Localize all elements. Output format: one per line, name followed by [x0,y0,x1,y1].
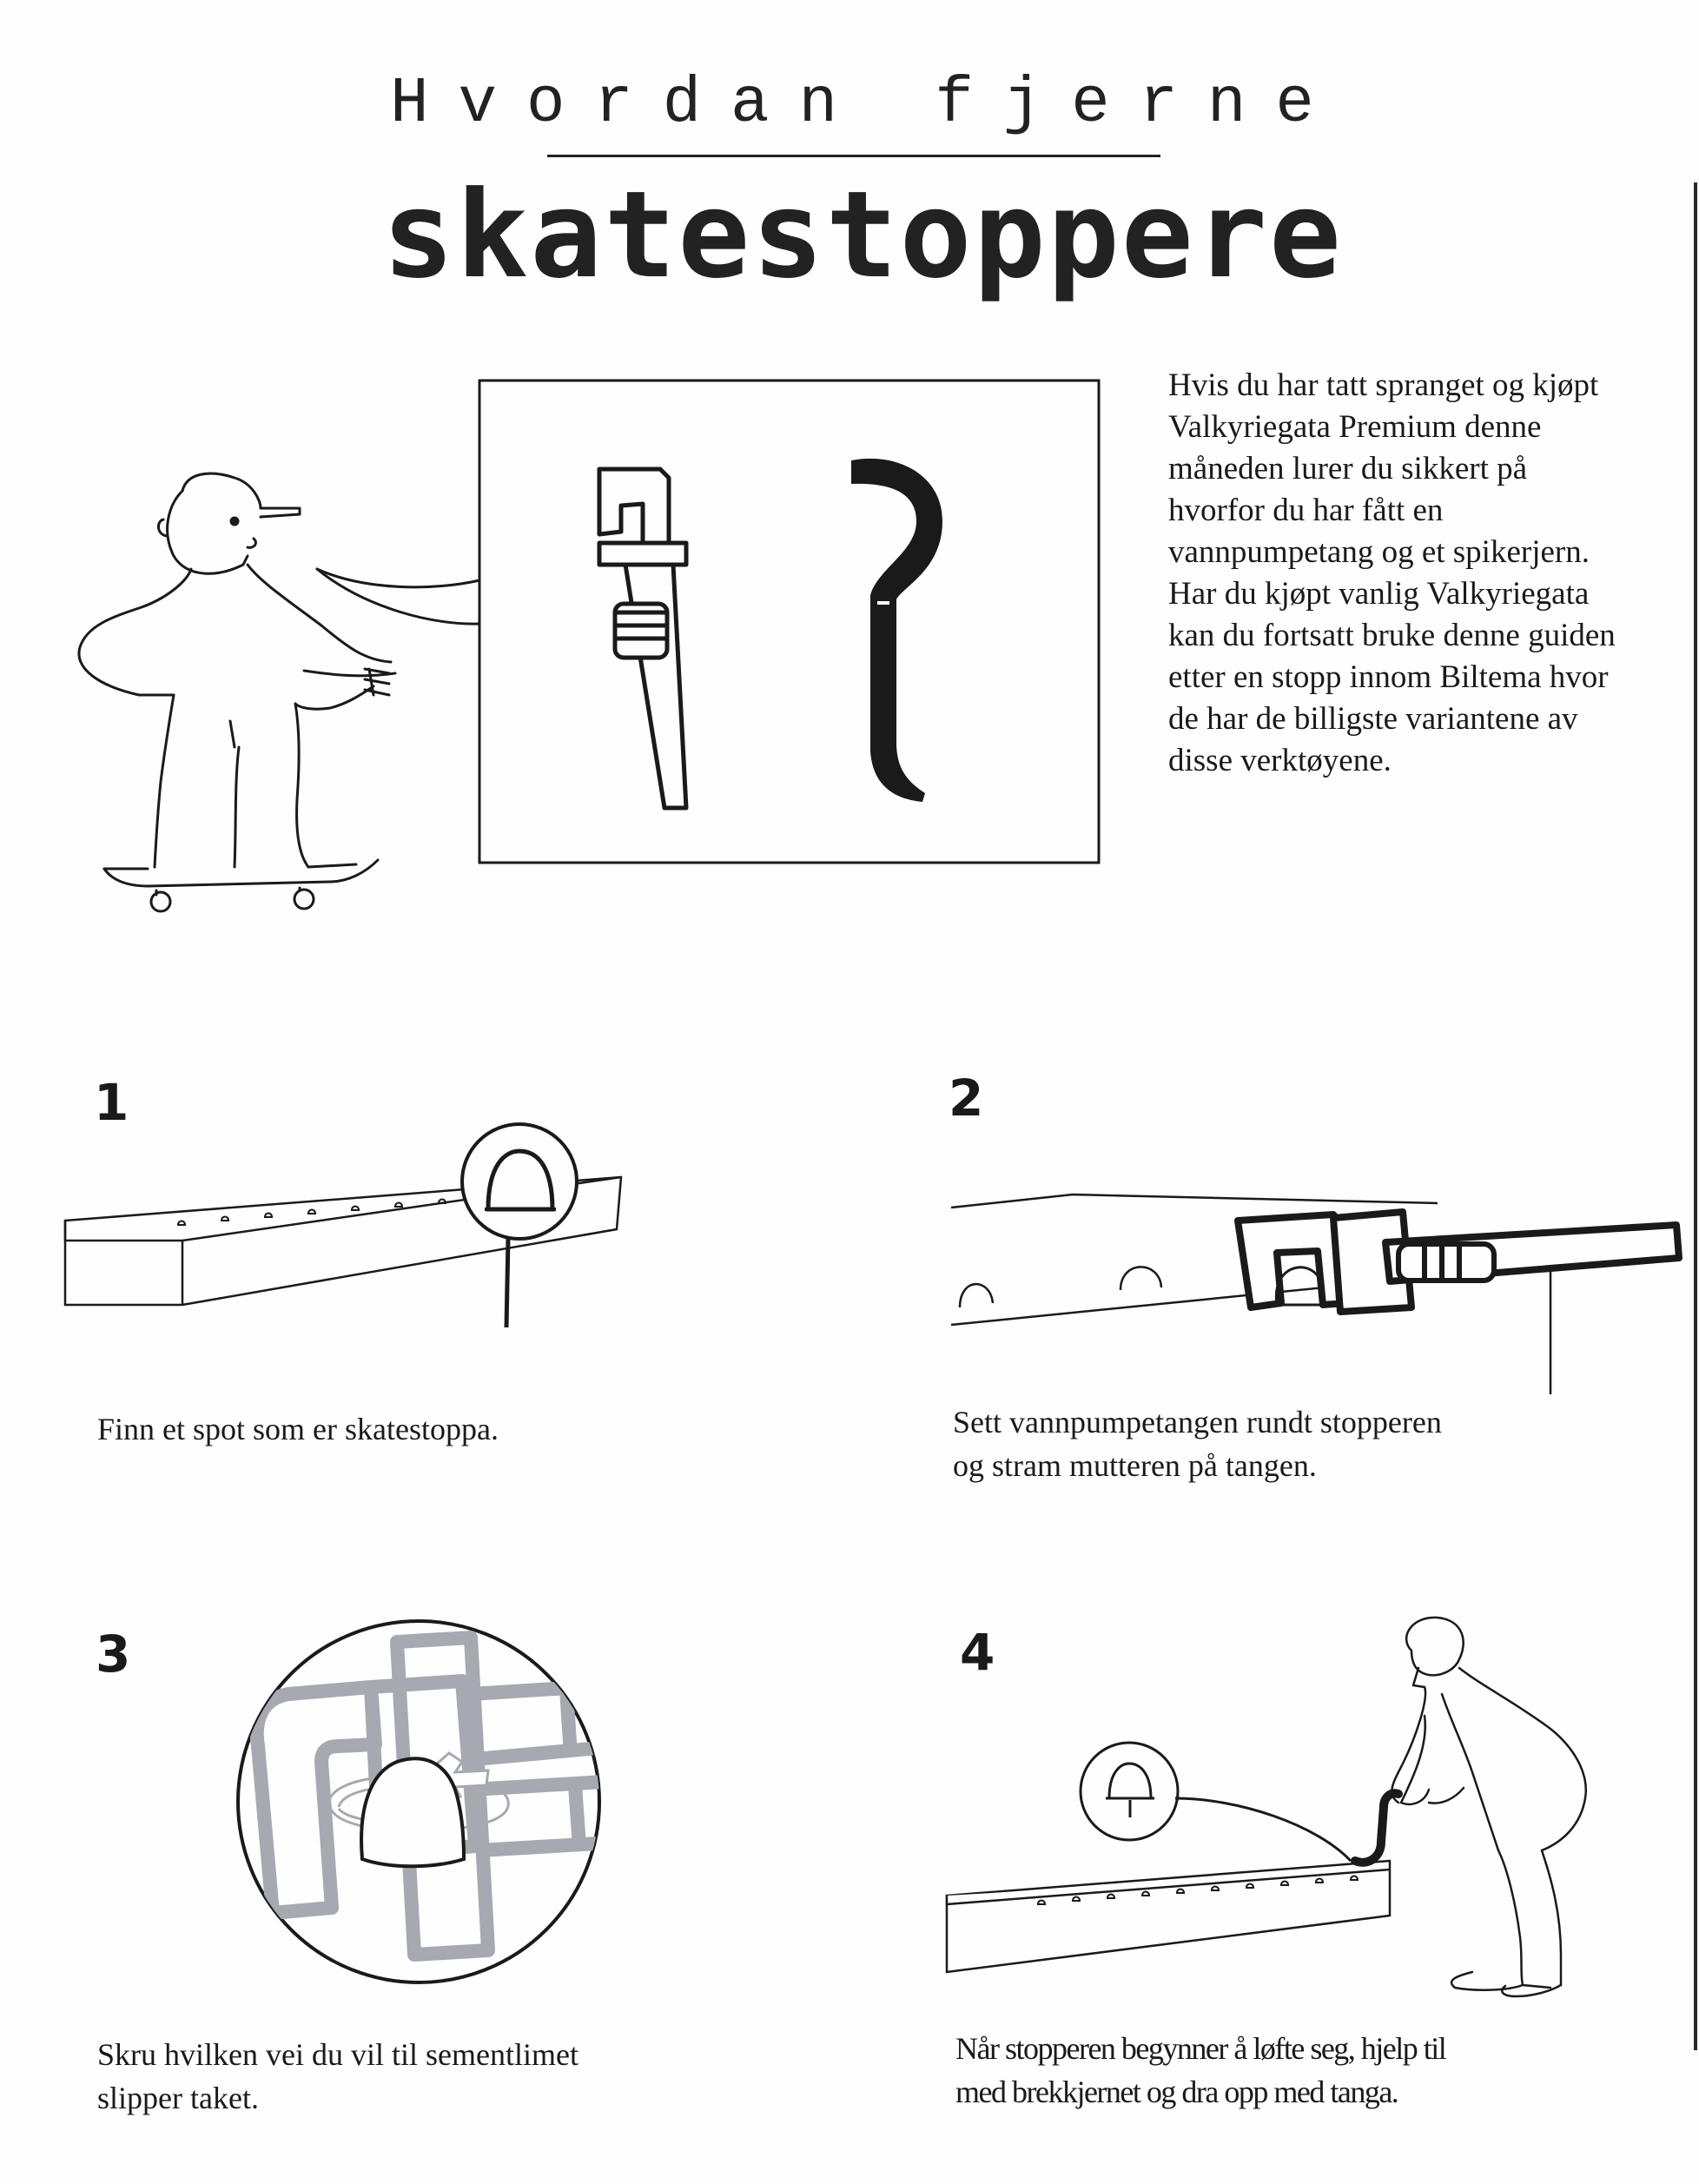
step-4-caption-line1: Når stopperen begynner å løfte seg, hjelp til [955,2031,1446,2066]
step-3-illustration [228,1607,618,1998]
step-2-caption [953,1400,1442,1487]
step-4-number: 4 [960,1623,995,1682]
crowbar-icon [843,447,955,812]
step-3-caption [97,2033,578,2120]
step-2-caption-line1: Sett vannpumpetangen rundt stopperen [953,1405,1442,1439]
step-4-illustration [942,1590,1620,1998]
page-title: skatestoppere [381,165,1344,305]
step-1-illustration [61,1112,634,1338]
step-2-caption-line2: og stram mutteren på tangen. [953,1448,1317,1483]
step-2-illustration [951,1181,1681,1407]
pipe-wrench-icon [591,452,704,817]
step-3-number: 3 [96,1625,131,1684]
step-3-caption-line2: slipper taket. [97,2081,259,2115]
step-2-number: 2 [949,1069,984,1128]
tools-callout-box [479,381,1099,863]
step-3-caption-line1: Skru hvilken vei du vil til sementlimet [97,2037,578,2072]
step-1-number: 1 [94,1073,129,1132]
step-4-caption-line2: med brekkjernet og dra opp med tanga. [955,2075,1398,2109]
page-pretitle: Hvordan fjerne [390,68,1344,141]
skatestopper-zoom [462,1124,577,1239]
intro-paragraph: Hvis du har tatt spranget og kjøpt Valkyriegata Premium denne måneden lurer du sikkert på hvorfor du har fått en vannpumpetang og et spikerjern. Har du kjøpt vanlig Valkyriegata kan du fortsatt bruke denne guiden etter en stopp innom Biltema hvor de har de billigste variantene av disse verktøyene. [1168,367,1616,778]
step-1-caption: Finn et spot som er skatestoppa. [97,1412,499,1446]
step-4-caption [955,2027,1445,2114]
